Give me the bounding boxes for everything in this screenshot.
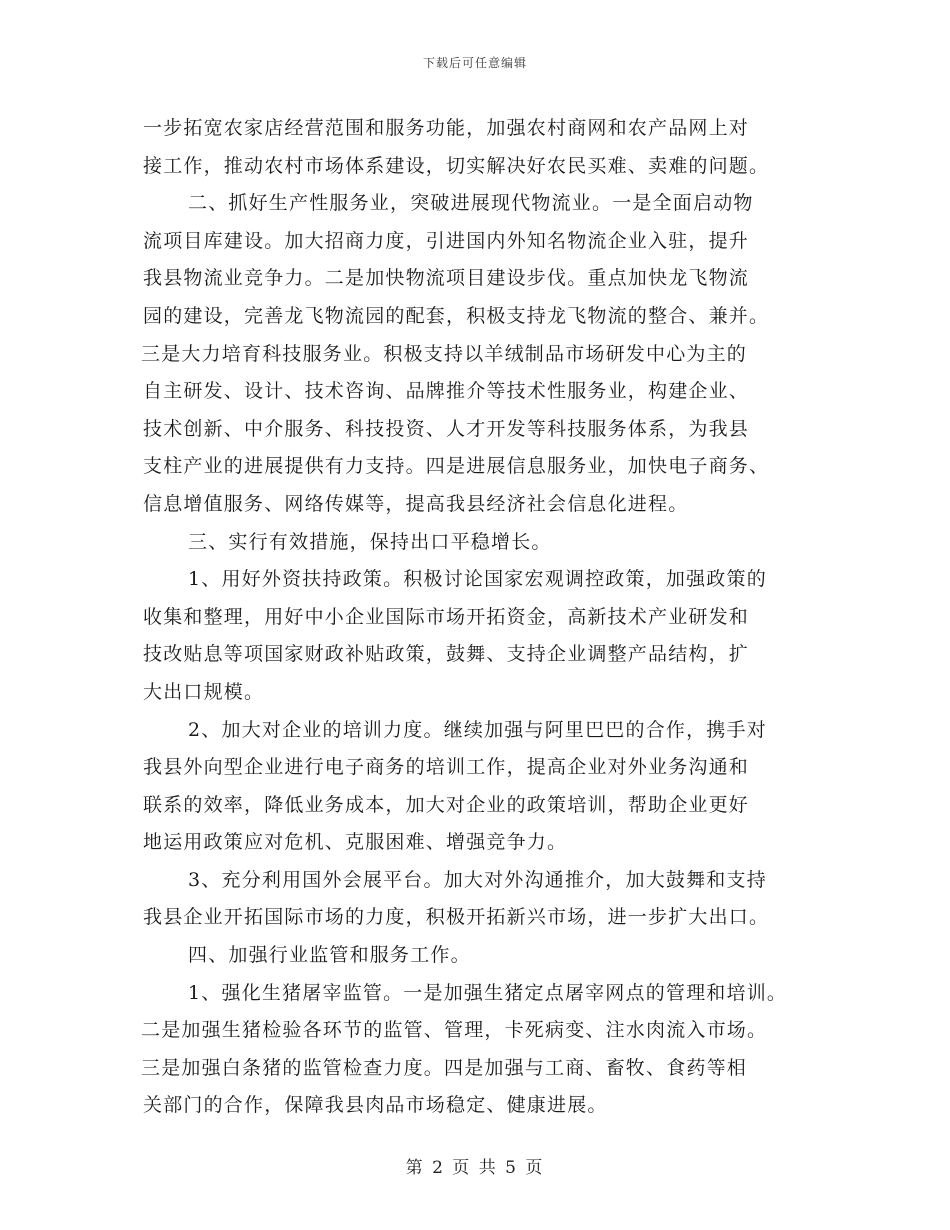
paragraph-line: 三是加强白条猪的监管检查力度。四是加强与工商、畜牧、食药等相 xyxy=(141,1056,748,1079)
document-body xyxy=(143,110,823,1125)
paragraph-line: 我县物流业竞争力。二是加快物流项目建设步伐。重点加快龙飞物流 xyxy=(143,267,750,290)
paragraph-line: 信息增值服务、网络传媒等，提高我县经济社会信息化进程。 xyxy=(143,492,689,515)
paragraph-line: 支柱产业的进展提供有力支持。四是进展信息服务业，加快电子商务、 xyxy=(143,455,770,478)
paragraph-line: 地运用政策应对危机、克服困难、增强竞争力。 xyxy=(143,831,568,854)
paragraph-line: 联系的效率，降低业务成本，加大对企业的政策培训，帮助企业更好 xyxy=(143,793,750,816)
section-heading: 三、实行有效措施，保持出口平稳增长。 xyxy=(188,530,552,553)
paragraph-line: 三是大力培育科技服务业。积极支持以羊绒制品市场研发中心为主的 xyxy=(141,342,748,365)
paragraph-line: 一步拓宽农家店经营范围和服务功能，加强农村商网和农产品网上对 xyxy=(143,117,750,139)
paragraph-line: 关部门的合作，保障我县肉品市场稳定、健康进展。 xyxy=(143,1094,608,1117)
paragraph-line: 我县外向型企业进行电子商务的培训工作，提高企业对外业务沟通和 xyxy=(143,756,750,779)
section-heading: 四、加强行业监管和服务工作。 xyxy=(188,944,471,967)
paragraph-line: 二是加强生猪检验各环节的监管、管理，卡死病变、注水肉流入市场。 xyxy=(141,1019,768,1042)
paragraph-line: 接工作，推动农村市场体系建设，切实解决好农民买难、卖难的问题。 xyxy=(143,154,770,177)
paragraph-line: 3、充分利用国外会展平台。加大对外沟通推介，加大鼓舞和支持 xyxy=(188,868,767,891)
page-header: 下载后可任意编辑 xyxy=(422,56,527,70)
paragraph-line: 1、强化生猪屠宰监管。一是加强生猪定点屠宰网点的管理和培训。 xyxy=(188,981,788,1004)
paragraph-line: 技术创新、中介服务、科技投资、人才开发等科技服务体系，为我县 xyxy=(143,417,750,440)
paragraph-line: 收集和整理，用好中小企业国际市场开拓资金，高新技术产业研发和 xyxy=(143,605,750,628)
paragraph-line: 大出口规模。 xyxy=(143,680,265,703)
page-number: 第 2 页 共 5 页 xyxy=(405,1158,545,1178)
paragraph-line: 1、用好外资扶持政策。积极讨论国家宏观调控政策，加强政策的 xyxy=(188,568,767,591)
paragraph-line: 园的建设，完善龙飞物流园的配套，积极支持龙飞物流的整合、兼并。 xyxy=(143,304,770,327)
paragraph-line: 流项目库建设。加大招商力度，引进国内外知名物流企业入驻，提升 xyxy=(143,229,750,252)
section-heading-line: 二、抓好生产性服务业，突破进展现代物流业。一是全面启动物 xyxy=(188,192,754,215)
paragraph-line: 技改贴息等项国家财政补贴政策，鼓舞、支持企业调整产品结构，扩 xyxy=(143,643,750,666)
paragraph-line: 自主研发、设计、技术咨询、品牌推介等技术性服务业，构建企业、 xyxy=(143,380,750,403)
paragraph-line: 我县企业开拓国际市场的力度，积极开拓新兴市场，进一步扩大出口。 xyxy=(143,906,770,929)
paragraph-line: 2、加大对企业的培训力度。继续加强与阿里巴巴的合作，携手对 xyxy=(188,718,767,741)
